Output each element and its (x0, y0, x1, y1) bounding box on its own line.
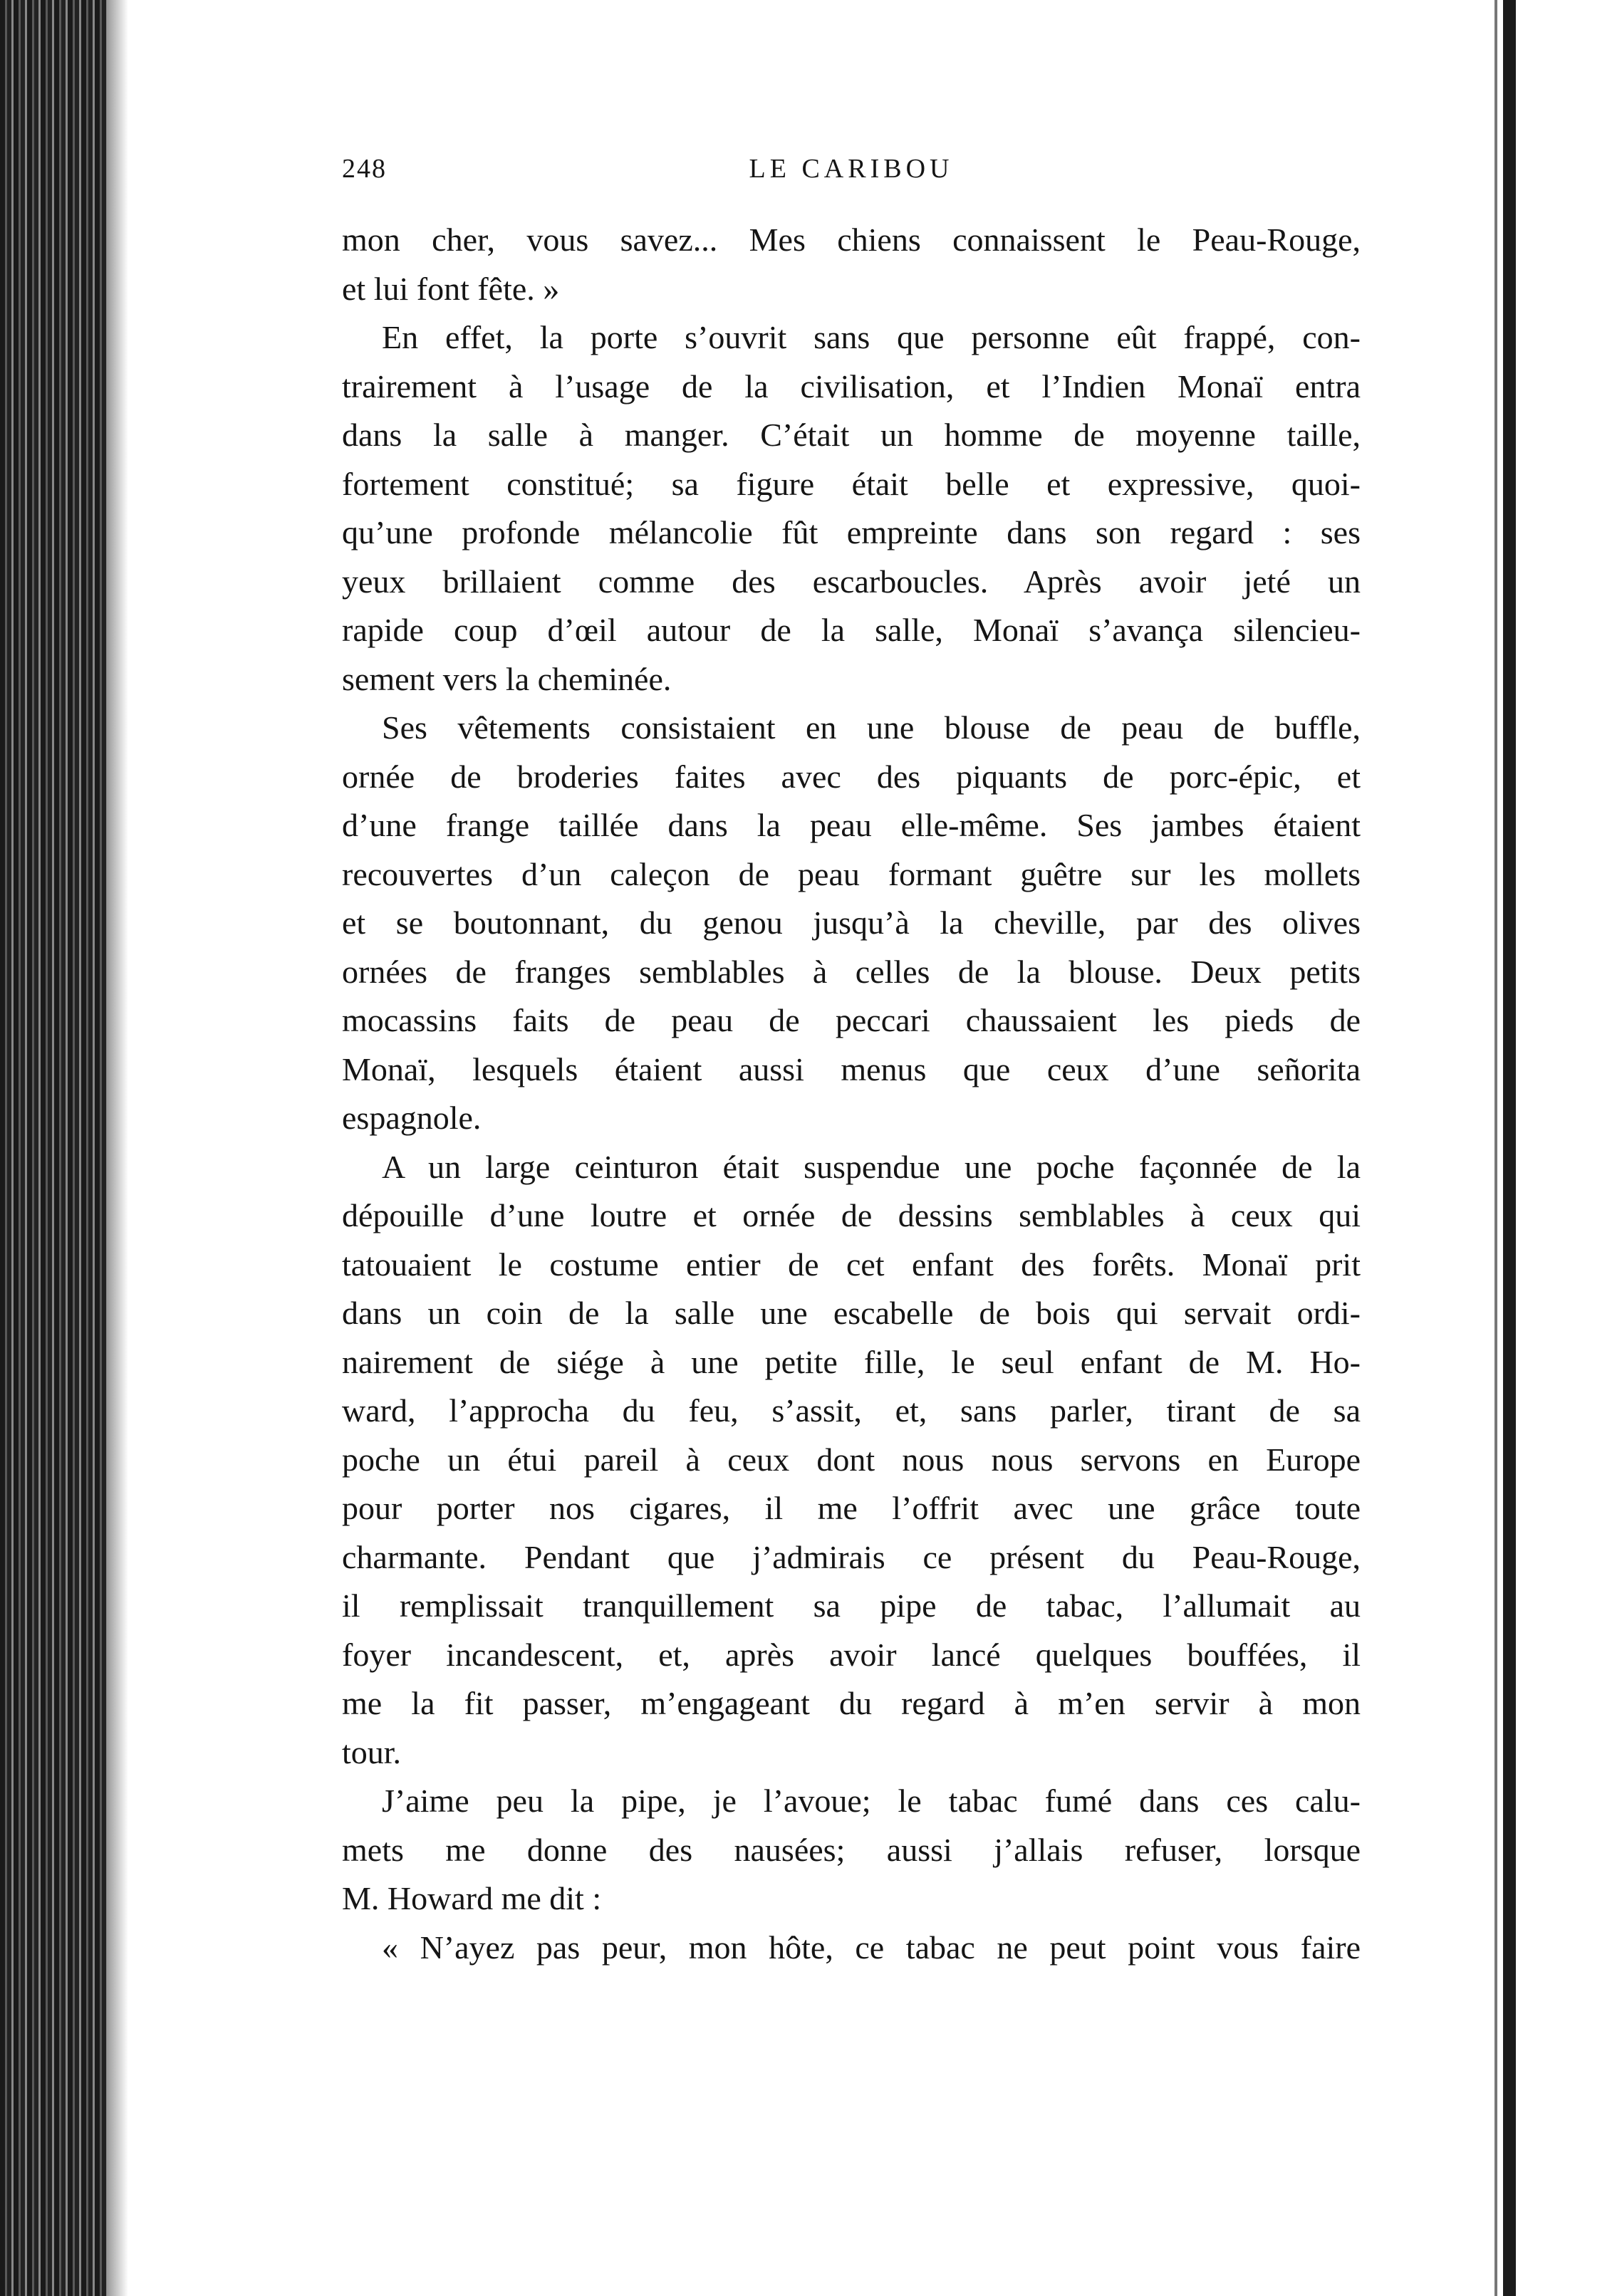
text-line: ornées de franges semblables à celles de la blouse. Deux petits (342, 953, 1361, 990)
text-line: il remplissait tranquillement sa pipe de tabac, l’allumait au (342, 1587, 1361, 1624)
text-line: fortement constitué; sa figure était belle et expressive, quoi- (342, 465, 1361, 502)
text-line: d’une frange taillée dans la peau elle-même. Ses jambes étaient (342, 807, 1361, 843)
text-line: dans la salle à manger. C’était un homme de moyenne taille, (342, 417, 1361, 453)
page-edge-line (1494, 0, 1497, 2296)
running-title: LE CARIBOU (749, 154, 954, 184)
body-text (342, 216, 1361, 1972)
book-spine-edge (0, 0, 107, 2296)
text-line: charmante. Pendant que j’admirais ce présent du Peau-Rouge, (342, 1538, 1361, 1575)
text-line: ward, l’approcha du feu, s’assit, et, sans parler, tirant de sa (342, 1392, 1361, 1429)
text-line: et lui font fête. » (342, 270, 560, 307)
page-number: 248 (342, 154, 387, 184)
text-line: foyer incandescent, et, après avoir lancé quelques bouffées, il (342, 1636, 1361, 1673)
text-line: et se boutonnant, du genou jusqu’à la cheville, par des olives (342, 904, 1361, 941)
text-line: mets me donne des nausées; aussi j’allais refuser, lorsque (342, 1831, 1361, 1868)
text-line: trairement à l’usage de la civilisation, et l’Indien Monaï entra (342, 367, 1361, 405)
text-line: tour. (342, 1733, 402, 1770)
text-line: ornée de broderies faites avec des piquants de porc-épic, et (342, 758, 1361, 795)
text-line: pour porter nos cigares, il me l’offrit avec une grâce toute (342, 1490, 1361, 1526)
text-line: tatouaient le costume entier de cet enfant des forêts. Monaï prit (342, 1246, 1361, 1283)
text-line: recouvertes d’un caleçon de peau formant guêtre sur les mollets (342, 855, 1361, 892)
text-line: dans un coin de la salle une escabelle de bois qui servait ordi- (342, 1295, 1361, 1331)
text-line: mocassins faits de peau de peccari chaussaient les pieds de (342, 1002, 1361, 1038)
text-line: J’aime peu la pipe, je l’avoue; le tabac fumé dans ces calu- (382, 1783, 1361, 1819)
text-line: yeux brillaient comme des escarboucles. Après avoir jeté un (342, 563, 1361, 600)
page-header (342, 146, 1361, 196)
book-page (342, 146, 1361, 1972)
text-line: dépouille d’une loutre et ornée de dessins semblables à ceux qui (342, 1197, 1361, 1233)
text-line: A un large ceinturon était suspendue une poche façonnée de la (382, 1148, 1361, 1185)
text-line: « N’ayez pas peur, mon hôte, ce tabac ne peut point vous faire (382, 1929, 1361, 1966)
text-line: Monaï, lesquels étaient aussi menus que ceux d’une señorita (342, 1050, 1361, 1087)
text-line: rapide coup d’œil autour de la salle, Monaï s’avança silencieu- (342, 612, 1361, 648)
text-line: M. Howard me dit : (342, 1880, 602, 1916)
text-line: En effet, la porte s’ouvrit sans que personne eût frappé, con- (382, 319, 1361, 355)
right-page-edge (1503, 0, 1516, 2296)
text-line: sement vers la cheminée. (342, 660, 672, 697)
text-line: poche un étui pareil à ceux dont nous nous servons en Europe (342, 1441, 1361, 1478)
text-line: qu’une profonde mélancolie fût empreinte dans son regard : ses (342, 514, 1361, 550)
text-line: espagnole. (342, 1100, 482, 1136)
text-line: nairement de siége à une petite fille, le seul enfant de M. Ho- (342, 1343, 1361, 1380)
text-line: Ses vêtements consistaient en une blouse de peau de buffle, (382, 709, 1361, 746)
text-line: me la fit passer, m’engageant du regard à m’en servir à mon (342, 1685, 1361, 1721)
text-line: mon cher, vous savez... Mes chiens connaissent le Peau-Rouge, (342, 221, 1361, 258)
spine-shadow (107, 0, 128, 2296)
